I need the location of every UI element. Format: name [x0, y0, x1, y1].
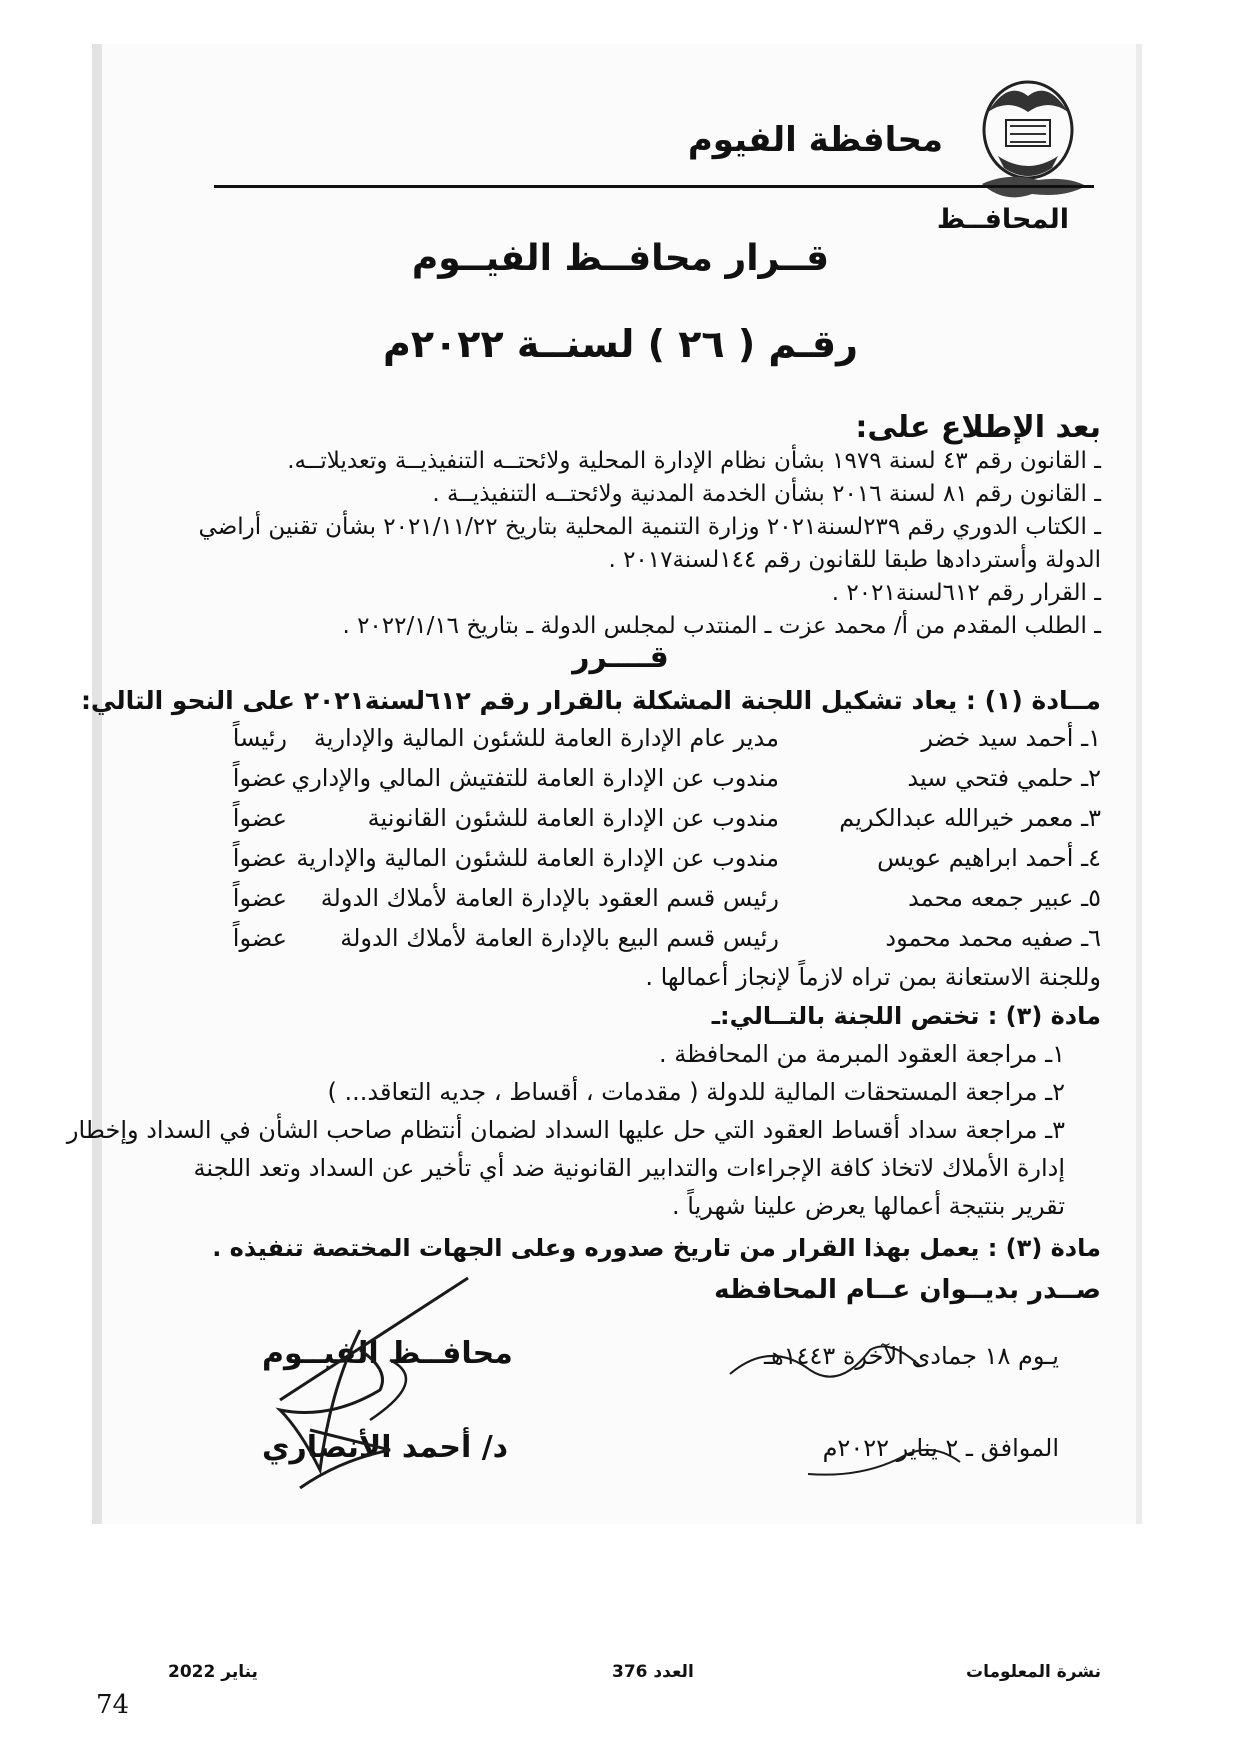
gregorian-date: الموافق ـ ٢ يناير ٢٠٢٢م — [822, 1434, 1059, 1462]
article-1-heading: مــادة (١) : يعاد تشكيل اللجنة المشكلة بالقرار رقم ٦١٢لسنة٢٠٢١ على النحو التالي: — [80, 686, 1101, 715]
member-role: عضواً — [232, 804, 287, 832]
assistance-note: وللجنة الاستعانة بمن تراه لازماً لإنجاز أعمالها . — [645, 963, 1101, 991]
decree-number: رقـم ( ٢٦ ) لسنــة ٢٠٢٢م — [383, 322, 858, 366]
governorate-name: محافظة الفيوم — [687, 120, 943, 160]
member-role: رئيساً — [232, 724, 287, 752]
article-2-line: ٢ـ مراجعة المستحقات المالية للدولة ( مقدمات ، أقساط ، جديه التعاقد... ) — [327, 1078, 1065, 1106]
reference-item: ـ الكتاب الدوري رقم ٢٣٩لسنة٢٠٢١ وزارة التنمية المحلية بتاريخ ٢٠٢١/١١/٢٢ بشأن تقنين أراضي — [198, 514, 1101, 540]
member-name: ٣ـ معمر خيرالله عبدالكريم — [839, 804, 1101, 832]
references-intro: بعد الإطلاع على: — [855, 410, 1101, 445]
member-role: عضواً — [232, 924, 287, 952]
article-2-line: ٣ـ مراجعة سداد أقساط العقود التي حل عليها السداد لضمان أنتظام صاحب الشأن في السداد وإخطار — [66, 1116, 1065, 1144]
reference-item: ـ القانون رقم ٨١ لسنة ٢٠١٦ بشأن الخدمة المدنية ولائحتــه التنفيذيــة . — [432, 481, 1101, 507]
issued-at: صــدر بديــوان عــام المحافظه — [714, 1275, 1101, 1305]
member-title: مندوب عن الإدارة العامة للشئون المالية والإدارية — [296, 844, 779, 872]
article-2-line: ١ـ مراجعة العقود المبرمة من المحافظة . — [658, 1040, 1065, 1068]
decided-heading: قــــرر — [572, 640, 669, 675]
page-number: 74 — [96, 1690, 130, 1720]
member-role: عضواً — [232, 844, 287, 872]
article-2-line: تقرير بنتيجة أعمالها يعرض علينا شهرياً . — [672, 1192, 1065, 1220]
article-2-heading: مادة (٣) : تختص اللجنة بالتــالي:ـ — [711, 1002, 1101, 1030]
footer-month: يناير 2022 — [168, 1662, 258, 1682]
handwritten-date-stroke — [800, 1428, 970, 1488]
decree-title: قــرار محافــظ الفيــوم — [411, 238, 830, 279]
member-name: ٥ـ عبير جمعه محمد — [908, 884, 1101, 912]
reference-item: ـ الطلب المقدم من أ/ محمد عزت ـ المنتدب لمجلس الدولة ـ بتاريخ ٢٠٢٢/١/١٦ . — [342, 613, 1101, 639]
footer-issue: العدد 376 — [612, 1662, 694, 1682]
header-divider — [214, 185, 1094, 188]
member-title: رئيس قسم البيع بالإدارة العامة لأملاك الدولة — [340, 924, 779, 952]
handwritten-date-stroke — [720, 1330, 940, 1400]
member-title: مندوب عن الإدارة العامة للشئون القانونية — [367, 804, 779, 832]
member-role: عضواً — [232, 884, 287, 912]
member-name: ٤ـ أحمد ابراهيم عويس — [877, 844, 1101, 872]
reference-item: ـ القرار رقم ٦١٢لسنة٢٠٢١ . — [831, 580, 1101, 606]
member-title: مدير عام الإدارة العامة للشئون المالية والإدارية — [313, 724, 779, 752]
footer-publication: نشرة المعلومات — [965, 1662, 1101, 1682]
office-label: المحافــظ — [936, 204, 1069, 235]
member-role: عضواً — [232, 764, 287, 792]
member-title: رئيس قسم العقود بالإدارة العامة لأملاك الدولة — [320, 884, 779, 912]
governorate-emblem-icon — [968, 72, 1088, 212]
handwritten-signature — [240, 1270, 480, 1500]
governor-title: محافــظ الفيــوم — [262, 1336, 513, 1371]
member-title: مندوب عن الإدارة العامة للتفتيش المالي والإداري — [291, 764, 779, 792]
reference-item-continued: الدولة وأستردادها طبقا للقانون رقم ١٤٤لسنة٢٠١٧ . — [608, 547, 1101, 573]
article-2-line: إدارة الأملاك لاتخاذ كافة الإجراءات والتدابير القانونية ضد أي تأخير عن السداد وتعد اللجنة — [193, 1154, 1065, 1182]
member-name: ٢ـ حلمي فتحي سيد — [907, 764, 1101, 792]
member-name: ٦ـ صفيه محمد محمود — [885, 924, 1101, 952]
governor-name: د/ أحمد الأنصاري — [262, 1430, 509, 1465]
member-name: ١ـ أحمد سيد خضر — [921, 724, 1101, 752]
article-3: مادة (٣) : يعمل بهذا القرار من تاريخ صدوره وعلى الجهات المختصة تنفيذه . — [212, 1234, 1101, 1262]
reference-item: ـ القانون رقم ٤٣ لسنة ١٩٧٩ بشأن نظام الإدارة المحلية ولائحتــه التنفيذيــة وتعديلاتــه. — [287, 448, 1101, 474]
hijri-date: يـوم ١٨ جمادى الآخرة ١٤٤٣هـ — [763, 1342, 1059, 1370]
